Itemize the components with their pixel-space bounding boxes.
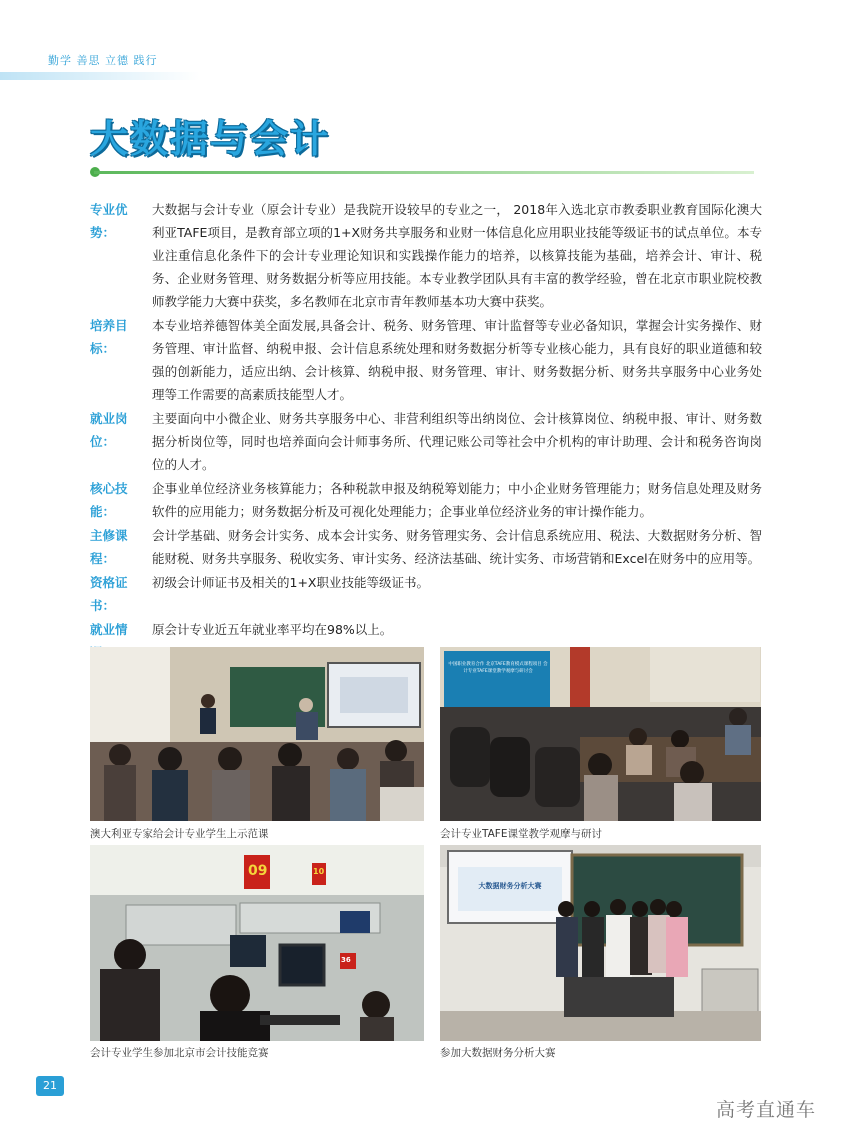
section-label: 就业岗位：	[90, 411, 128, 449]
section-goal	[90, 314, 762, 406]
competition-number-sign: 10	[313, 867, 325, 876]
section-skills	[90, 477, 762, 523]
section-certificates	[90, 571, 762, 617]
section-jobs	[90, 407, 762, 476]
section-courses	[90, 524, 762, 570]
section-label: 核心技能：	[90, 481, 128, 519]
section-label: 培养目标：	[90, 318, 128, 356]
header-accent-bar	[0, 72, 200, 80]
watermark-text: 高考直通车	[716, 1099, 817, 1121]
section-text: 主要面向中小微企业、财务共享服务中心、非营利组织等出纳岗位、会计核算岗位、纳税申报、审计、财务数据分析岗位等，同时也培养面向会计师事务所、代理记账公司等社会中介机构的审计助理、会计和税务咨询岗位的人才。	[152, 411, 762, 472]
photo-caption: 澳大利亚专家给会计专业学生上示范课	[90, 828, 269, 840]
section-text: 本专业培养德智体美全面发展,具备会计、税务、财务管理、审计监督等专业必备知识，掌握会计实务操作、财务管理、审计监督、纳税申报、会计信息系统处理和财务数据分析等专业核心能力，具有良好的职业道德和较强的创新能力，适应出纳、会计核算、纳税申报、财务管理、审计、财务数据分析、财务共享服务中心业务处理等工作需要的高素质技能型人才。	[152, 318, 762, 402]
section-text: 企事业单位经济业务核算能力；各种税款申报及纳税筹划能力；中小企业财务管理能力；财务信息处理及财务软件的应用能力；财务数据分析及可视化处理能力；企事业单位经济业务的审计操作能力。	[152, 481, 762, 519]
page-number: 21	[36, 1076, 64, 1096]
section-label: 资格证书：	[90, 575, 128, 613]
title-divider	[94, 171, 754, 174]
section-advantage	[90, 198, 762, 313]
section-text: 初级会计师证书及相关的1+X职业技能等级证书。	[152, 575, 429, 590]
section-label: 专业优势：	[90, 202, 128, 240]
meeting-screen-text: 中国职业教育合作 北京TAFE教育模式课程项目 会计专业TAFE课堂教学观摩与研讨会	[448, 662, 548, 674]
section-label: 主修课程：	[90, 528, 128, 566]
competition-number-sign: 36	[341, 956, 351, 964]
photo-tafe-meeting	[440, 647, 761, 821]
program-sections	[90, 198, 762, 665]
competition-screen-text: 大数据财务分析大赛	[478, 882, 542, 890]
photo-caption: 参加大数据财务分析大赛	[440, 1047, 556, 1059]
section-text: 原会计专业近五年就业率平均在98%以上。	[152, 622, 393, 637]
section-label: 就业情	[90, 622, 128, 637]
header-motto: 勤学 善思 立德 践行	[48, 54, 158, 67]
photo-lecture	[90, 647, 424, 821]
page-title: 大数据与会计	[90, 117, 331, 161]
section-text: 大数据与会计专业（原会计专业）是我院开设较早的专业之一， 2018年入选北京市教委职业教育国际化澳大利亚TAFE项目，是教育部立项的1+X财务共享服务和业财一体信息化应用职业技能等级证书的试点单位。本专业注重信息化条件下的会计专业理论知识和实践操作能力的培养，以核算技能为基础，培养会计、审计、税务、企业财务管理、财务数据分析等应用技能。本专业教学团队具有丰富的教学经验，曾在北京市职业院校教师教学能力大赛中获奖，多名教师在北京市青年教师基本功大赛中获奖。	[152, 202, 762, 309]
photo-skills-competition	[90, 845, 424, 1041]
photo-caption: 会计专业TAFE课堂教学观摩与研讨	[440, 828, 602, 840]
competition-number-sign: 09	[248, 863, 268, 879]
photo-data-competition	[440, 845, 761, 1041]
section-text: 会计学基础、财务会计实务、成本会计实务、财务管理实务、会计信息系统应用、税法、大数据财务分析、智能财税、财务共享服务、税收实务、审计实务、经济法基础、统计实务、市场营销和Excel在财务中的应用等。	[152, 528, 762, 566]
photo-caption: 会计专业学生参加北京市会计技能竞赛	[90, 1047, 269, 1059]
